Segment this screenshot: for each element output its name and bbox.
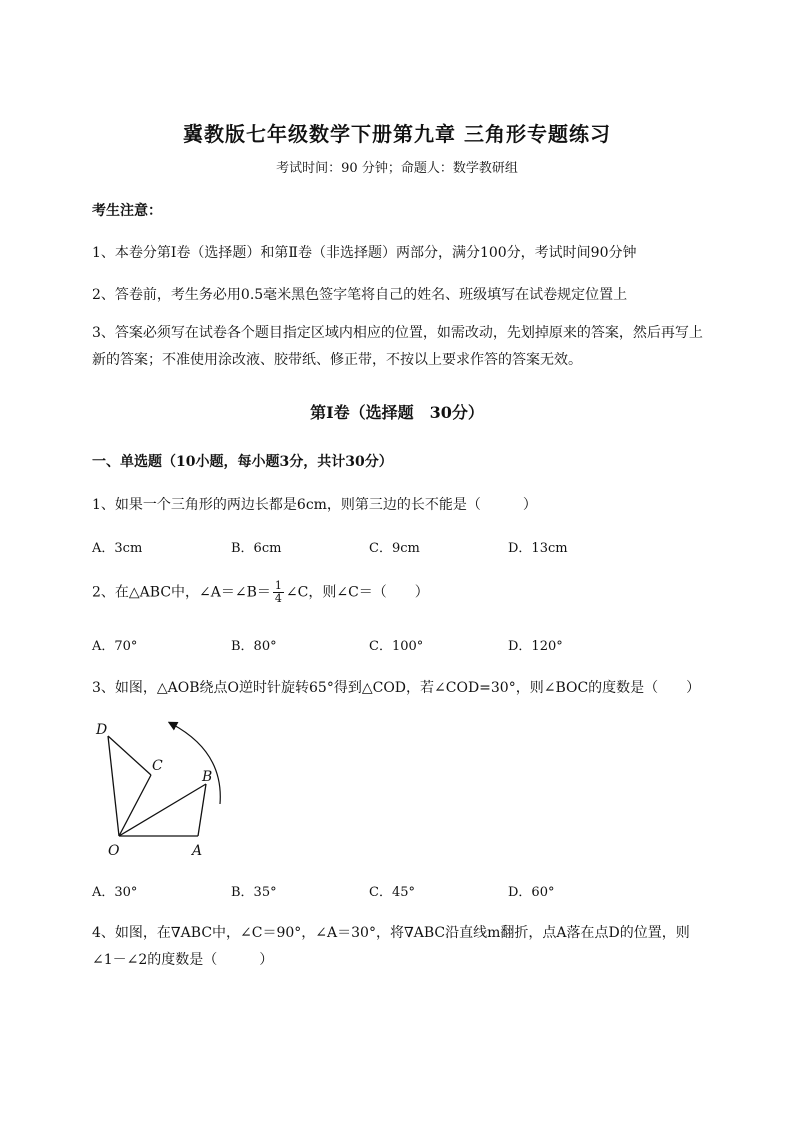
- question-3-option-b[interactable]: B．35°: [231, 885, 277, 900]
- notice-item-2: 2、答卷前，考生务必用0.5毫米黑色签字笔将自己的姓名、班级填写在试卷规定位置上: [92, 287, 628, 303]
- fraction: [273, 580, 284, 605]
- question-1-option-b[interactable]: B．6cm: [231, 541, 282, 556]
- question-2-stem-pre: 2、在△ABC中，∠A＝∠B＝: [92, 584, 271, 601]
- label-c: C: [152, 758, 163, 774]
- question-4-stem-line-2: ∠1－∠2的度数是（ ）: [92, 952, 274, 968]
- question-2-option-a[interactable]: A．70°: [92, 639, 138, 654]
- rotation-arc-arrow: [172, 724, 220, 804]
- fraction-denominator: 4: [274, 592, 282, 605]
- question-1-option-a[interactable]: A．3cm: [92, 541, 143, 556]
- question-2-stem-post: ∠C，则∠C＝（ ）: [285, 584, 429, 601]
- segment-ba: [198, 784, 206, 836]
- question-3-stem: 3、如图，△AOB绕点O逆时针旋转65°得到△COD，若∠COD=30°，则∠BOC的度数是（ ）: [92, 680, 701, 696]
- page-title: 冀教版七年级数学下册第九章 三角形专题练习: [183, 122, 611, 146]
- question-2-stem: [92, 580, 429, 605]
- rotation-figure: [88, 712, 248, 862]
- question-2-option-d[interactable]: D．120°: [508, 639, 563, 654]
- notice-item-1: 1、本卷分第Ⅰ卷（选择题）和第Ⅱ卷（非选择题）两部分，满分100分，考试时间90分钟: [92, 245, 637, 261]
- part-title: 一、单选题（10小题，每小题3分，共计30分）: [92, 454, 393, 470]
- fraction-numerator: 1: [274, 579, 282, 592]
- page-subtitle: 考试时间：90 分钟；命题人：数学教研组: [276, 161, 518, 176]
- label-a: A: [192, 843, 203, 859]
- question-3-option-c[interactable]: C．45°: [369, 885, 415, 900]
- notice-item-3: 3、答案必须写在试卷各个题目指定区域内相应的位置，如需改动，先划掉原来的答案，然后再写上新的答案；不准使用涂改液、胶带纸、修正带，不按以上要求作答的答案无效。: [92, 325, 703, 368]
- question-2-option-b[interactable]: B．80°: [231, 639, 277, 654]
- label-b: B: [202, 769, 213, 785]
- label-o: O: [108, 843, 120, 859]
- segment-dc: [108, 736, 151, 775]
- notice-heading: 考生注意：: [92, 203, 162, 219]
- label-d: D: [96, 722, 108, 738]
- question-4-stem-line-1: 4、如图，在∇ABC中，∠C＝90°，∠A＝30°，将∇ABC沿直线m翻折，点A落在点D的位置，则: [92, 925, 690, 941]
- question-3-option-d[interactable]: D．60°: [508, 885, 555, 900]
- question-1-option-c[interactable]: C．9cm: [369, 541, 420, 556]
- question-3-option-a[interactable]: A．30°: [92, 885, 138, 900]
- question-1-option-d[interactable]: D．13cm: [508, 541, 568, 556]
- question-1-stem: 1、如果一个三角形的两边长都是6cm，则第三边的长不能是（ ）: [92, 497, 537, 513]
- section-title: 第Ⅰ卷（选择题 30分）: [310, 403, 484, 422]
- segment-od: [108, 736, 119, 836]
- question-2-option-c[interactable]: C．100°: [369, 639, 424, 654]
